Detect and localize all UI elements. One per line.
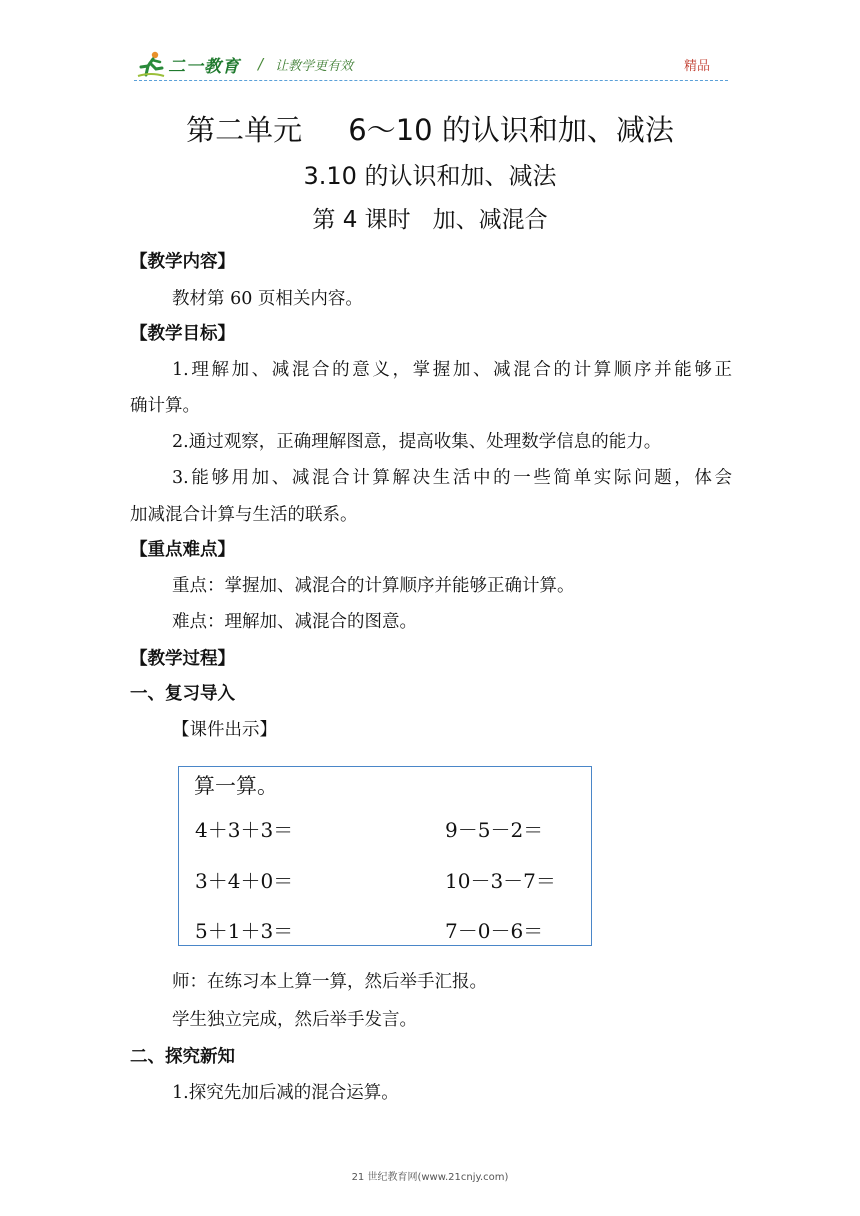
quality-badge: 精品 (684, 59, 711, 74)
difficult-point: 难点：理解加、减混合的图意。 (172, 612, 417, 632)
exercise-box (178, 766, 592, 946)
lesson-title: 第 4 课时 加、减混合 (312, 207, 548, 233)
goal-1-line-2: 确计算。 (130, 396, 200, 416)
heading-teaching-process: 【教学过程】 (130, 649, 235, 669)
runner-logo-icon (136, 50, 166, 78)
unit-title: 第二单元 6～10 的认识和加、减法 (186, 113, 674, 147)
heading-teaching-goals: 【教学目标】 (130, 324, 235, 344)
goal-3-line-2: 加减混合计算与生活的联系。 (130, 505, 358, 525)
goal-3-line-1: 3.能够用加、减混合计算解决生活中的一些简单实际问题，体会 (172, 468, 732, 488)
exercise-item: 7－0－6＝ (445, 919, 544, 943)
part-2-heading: 二、探究新知 (130, 1047, 235, 1067)
teaching-content-text: 教材第 60 页相关内容。 (172, 289, 363, 309)
exercise-item: 5＋1＋3＝ (195, 919, 294, 943)
courseware-label: 【课件出示】 (172, 720, 277, 740)
exercise-item: 9－5－2＝ (445, 818, 544, 842)
goal-2: 2.通过观察，正确理解图意，提高收集、处理数学信息的能力。 (172, 432, 662, 452)
page-header (0, 0, 860, 90)
heading-teaching-content: 【教学内容】 (130, 252, 235, 272)
key-point: 重点：掌握加、减混合的计算顺序并能够正确计算。 (172, 576, 575, 596)
logo-slogan: 让教学更有效 (275, 58, 354, 74)
exercise-item: 3＋4＋0＝ (195, 869, 294, 893)
explore-1: 1.探究先加后减的混合运算。 (172, 1083, 399, 1103)
student-activity: 学生独立完成，然后举手发言。 (172, 1010, 417, 1030)
part-1-heading: 一、复习导入 (130, 684, 235, 704)
exercise-item: 10－3－7＝ (445, 869, 556, 893)
heading-key-points: 【重点难点】 (130, 540, 235, 560)
site-logo[interactable] (136, 50, 353, 78)
section-title: 3.10 的认识和加、减法 (303, 162, 557, 190)
teacher-instruction: 师：在练习本上算一算，然后举手汇报。 (172, 972, 487, 992)
page-footer: 21 世纪教育网(www.21cnjy.com) (351, 1172, 509, 1183)
logo-text: 二一教育 (168, 56, 240, 77)
exercise-title: 算一算。 (194, 774, 278, 798)
goal-1-line-1: 1.理解加、减混合的意义，掌握加、减混合的计算顺序并能够正 (172, 360, 732, 380)
exercise-item: 4＋3＋3＝ (195, 818, 294, 842)
logo-separator: / (258, 55, 264, 73)
header-divider (134, 80, 728, 81)
